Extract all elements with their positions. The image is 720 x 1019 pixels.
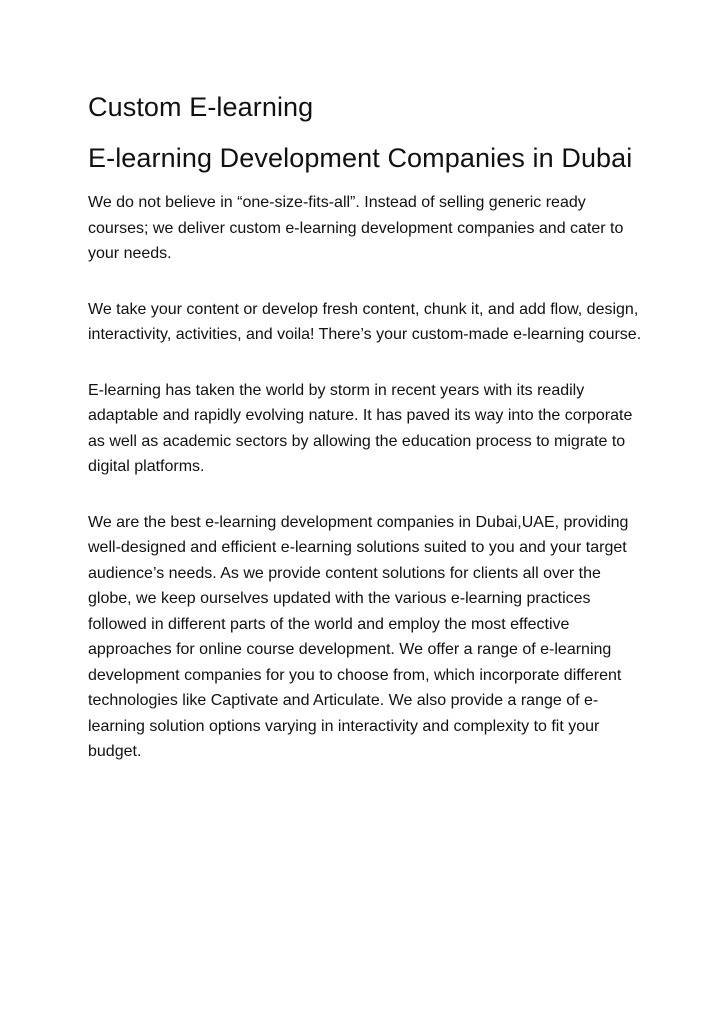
document-page: [88, 88, 648, 765]
paragraph: E-learning has taken the world by storm in recent years with its readily adaptable and rapidly evolving nature. It has paved its way into the corporate as well as academic sectors by allowing the education process to migrate to digital platforms.: [88, 381, 633, 475]
paragraph: We take your content or develop fresh content, chunk it, and add flow, design, interactivity, activities, and voila! There’s your custom-made e-learning course.: [88, 300, 642, 343]
page-title: Custom E-learning: [88, 92, 314, 122]
paragraph: We are the best e-learning development companies in Dubai,UAE, providing well-designed and efficient e-learning solutions suited to you and your target audience’s needs. As we provide content solutions for clients all over the globe, we keep ourselves updated with the various e-learning practices followed in different parts of the world and employ the most effective approaches for online course development. We offer a range of e-learning development companies for you to choose from, which incorporate different technologies like Captivate and Articulate. We also provide a range of e-learning solution options varying in interactivity and complexity to fit your budget.: [88, 513, 629, 760]
page-subtitle: E-learning Development Companies in Dubai: [88, 143, 633, 173]
paragraph: We do not believe in “one-size-fits-all”. Instead of selling generic ready courses; we deliver custom e-learning development companies and cater to your needs.: [88, 194, 624, 262]
